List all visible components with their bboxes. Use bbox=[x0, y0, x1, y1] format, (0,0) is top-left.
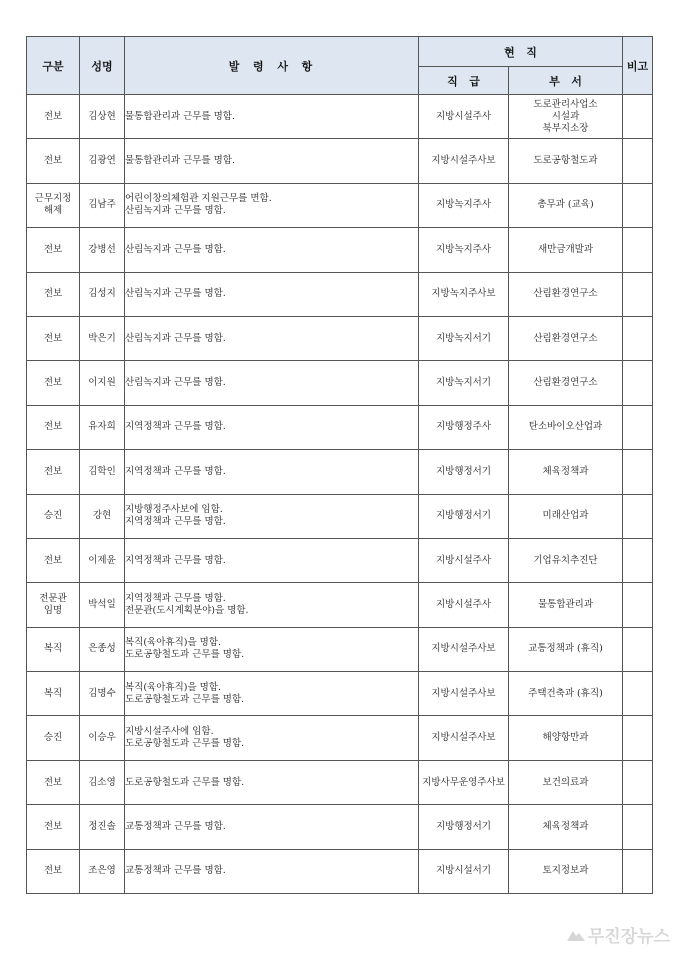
cell-category bbox=[27, 183, 80, 227]
cell-line: 교통정책과 (휴직) bbox=[528, 643, 603, 655]
table-row bbox=[27, 183, 653, 227]
cell-line: 복직 bbox=[43, 643, 63, 655]
cell-line: 전보 bbox=[43, 243, 63, 255]
table-row bbox=[27, 494, 653, 538]
cell-category bbox=[27, 672, 80, 716]
cell-category bbox=[27, 716, 80, 760]
table-row bbox=[27, 760, 653, 804]
cell-line: 체육정책과 bbox=[542, 465, 589, 477]
cell-category bbox=[27, 95, 80, 139]
cell-line: 전보 bbox=[43, 155, 63, 167]
cell-order bbox=[125, 627, 419, 671]
cell-line: 산림녹지과 근무를 명함. bbox=[125, 377, 226, 389]
table-row bbox=[27, 672, 653, 716]
cell-line: 전보 bbox=[43, 377, 63, 389]
table-row bbox=[27, 361, 653, 405]
cell-rank bbox=[419, 139, 509, 183]
cell-line: 근무지정 bbox=[34, 193, 72, 205]
cell-line: 전보 bbox=[43, 865, 63, 877]
cell-name bbox=[80, 583, 125, 627]
cell-category bbox=[27, 583, 80, 627]
cell-rank bbox=[419, 272, 509, 316]
cell-line: 조은영 bbox=[88, 865, 116, 877]
cell-line: 지역정책과 근무를 명함. bbox=[125, 592, 226, 604]
cell-note bbox=[623, 805, 653, 849]
cell-name bbox=[80, 139, 125, 183]
cell-name bbox=[80, 361, 125, 405]
cell-department bbox=[509, 494, 623, 538]
cell-line: 지방사무운영주사보 bbox=[422, 776, 505, 788]
cell-line: 김상현 bbox=[88, 110, 116, 122]
cell-line: 이승우 bbox=[88, 732, 116, 744]
watermark-text: 무진장뉴스 bbox=[587, 927, 670, 947]
cell-order bbox=[125, 316, 419, 360]
cell-line: 도로공항철도과 근무를 명함. bbox=[125, 649, 245, 661]
cell-order bbox=[125, 494, 419, 538]
cell-note bbox=[623, 183, 653, 227]
cell-department bbox=[509, 139, 623, 183]
cell-order bbox=[125, 716, 419, 760]
cell-note bbox=[623, 272, 653, 316]
cell-line: 교통정책과 근무를 명함. bbox=[125, 820, 226, 832]
mountain-logo-icon bbox=[567, 928, 585, 942]
cell-category bbox=[27, 316, 80, 360]
watermark bbox=[567, 922, 670, 947]
cell-line: 박은기 bbox=[88, 332, 116, 344]
cell-line: 도로공항철도과 근무를 명함. bbox=[125, 776, 245, 788]
cell-note bbox=[623, 139, 653, 183]
cell-note bbox=[623, 494, 653, 538]
cell-line: 지역정책과 근무를 명함. bbox=[125, 421, 226, 433]
cell-name bbox=[80, 450, 125, 494]
cell-order bbox=[125, 450, 419, 494]
cell-category bbox=[27, 538, 80, 582]
cell-note bbox=[623, 316, 653, 360]
cell-line: 전문관 bbox=[39, 592, 67, 604]
cell-line: 강현 bbox=[92, 510, 112, 522]
cell-line: 김남주 bbox=[88, 199, 116, 211]
cell-rank bbox=[419, 361, 509, 405]
cell-line: 지방시설주사 bbox=[435, 110, 492, 122]
cell-rank bbox=[419, 494, 509, 538]
cell-line: 지역정책과 근무를 명함. bbox=[125, 516, 226, 528]
cell-note bbox=[623, 228, 653, 272]
cell-name bbox=[80, 316, 125, 360]
cell-line: 지방시설주사 bbox=[435, 598, 492, 610]
cell-note bbox=[623, 361, 653, 405]
cell-line: 지방녹지주사 bbox=[435, 243, 492, 255]
cell-name bbox=[80, 672, 125, 716]
cell-department bbox=[509, 272, 623, 316]
header-rank: 직 급 bbox=[419, 67, 509, 95]
cell-line: 체육정책과 bbox=[542, 820, 589, 832]
cell-order bbox=[125, 361, 419, 405]
cell-rank bbox=[419, 716, 509, 760]
cell-rank bbox=[419, 538, 509, 582]
cell-line: 산림환경연구소 bbox=[533, 332, 598, 344]
cell-line: 도로공항철도과 근무를 명함. bbox=[125, 738, 245, 750]
cell-note bbox=[623, 405, 653, 449]
cell-line: 지방시설서기 bbox=[435, 865, 492, 877]
cell-line: 박석일 bbox=[88, 598, 116, 610]
cell-category bbox=[27, 228, 80, 272]
cell-line: 지방행정주사보에 임함. bbox=[125, 504, 223, 516]
cell-order bbox=[125, 405, 419, 449]
cell-rank bbox=[419, 228, 509, 272]
cell-department bbox=[509, 672, 623, 716]
cell-line: 새만금개발과 bbox=[537, 243, 594, 255]
cell-line: 어린이창의체험관 지원근무를 면함. bbox=[125, 193, 272, 205]
cell-line: 지방행정서기 bbox=[435, 465, 492, 477]
cell-department bbox=[509, 361, 623, 405]
cell-note bbox=[623, 95, 653, 139]
cell-name bbox=[80, 716, 125, 760]
cell-line: 김소영 bbox=[88, 776, 116, 788]
cell-line: 물통합관리과 근무를 명함. bbox=[125, 155, 236, 167]
table-row bbox=[27, 95, 653, 139]
cell-line: 김성지 bbox=[88, 288, 116, 300]
cell-line: 지방녹지서기 bbox=[435, 332, 492, 344]
cell-category bbox=[27, 272, 80, 316]
cell-department bbox=[509, 450, 623, 494]
personnel-order-table bbox=[26, 36, 653, 894]
cell-rank bbox=[419, 95, 509, 139]
cell-line: 지역정책과 근무를 명함. bbox=[125, 465, 226, 477]
cell-name bbox=[80, 627, 125, 671]
cell-line: 전보 bbox=[43, 332, 63, 344]
cell-name bbox=[80, 183, 125, 227]
cell-department bbox=[509, 760, 623, 804]
cell-line: 주택건축과 (휴직) bbox=[528, 687, 603, 699]
cell-rank bbox=[419, 183, 509, 227]
cell-line: 승진 bbox=[43, 732, 63, 744]
table-row bbox=[27, 272, 653, 316]
cell-line: 지역정책과 근무를 명함. bbox=[125, 554, 226, 566]
table-row bbox=[27, 139, 653, 183]
cell-line: 김학인 bbox=[88, 465, 116, 477]
cell-line: 김광연 bbox=[88, 155, 116, 167]
cell-line: 도로관리사업소 bbox=[533, 98, 598, 110]
cell-order bbox=[125, 849, 419, 893]
table-row bbox=[27, 716, 653, 760]
cell-category bbox=[27, 627, 80, 671]
cell-order bbox=[125, 95, 419, 139]
header-department: 부 서 bbox=[509, 67, 623, 95]
cell-name bbox=[80, 228, 125, 272]
cell-line: 유자희 bbox=[88, 421, 116, 433]
table-row bbox=[27, 627, 653, 671]
cell-line: 전보 bbox=[43, 421, 63, 433]
cell-line: 총무과 (교육) bbox=[537, 199, 594, 211]
cell-category bbox=[27, 760, 80, 804]
cell-order bbox=[125, 583, 419, 627]
cell-rank bbox=[419, 805, 509, 849]
cell-line: 물통합관리과 근무를 명함. bbox=[125, 110, 236, 122]
cell-category bbox=[27, 139, 80, 183]
cell-department bbox=[509, 228, 623, 272]
cell-line: 승진 bbox=[43, 510, 63, 522]
cell-line: 정진솔 bbox=[88, 820, 116, 832]
cell-line: 지방녹지주사보 bbox=[431, 288, 496, 300]
cell-rank bbox=[419, 405, 509, 449]
cell-department bbox=[509, 95, 623, 139]
table-row bbox=[27, 538, 653, 582]
cell-line: 보건의료과 bbox=[542, 776, 589, 788]
cell-rank bbox=[419, 849, 509, 893]
cell-line: 지방시설주사보 bbox=[431, 155, 496, 167]
cell-name bbox=[80, 405, 125, 449]
header-order: 발 령 사 항 bbox=[125, 37, 419, 95]
cell-category bbox=[27, 450, 80, 494]
header-row-1 bbox=[27, 37, 653, 67]
cell-order bbox=[125, 272, 419, 316]
cell-line: 전보 bbox=[43, 554, 63, 566]
cell-department bbox=[509, 849, 623, 893]
cell-line: 미래산업과 bbox=[542, 510, 589, 522]
header-note: 비고 bbox=[623, 37, 653, 95]
cell-line: 지방시설주사보 bbox=[431, 732, 496, 744]
cell-line: 산림환경연구소 bbox=[533, 288, 598, 300]
cell-line: 복직(육아휴직)을 명함. bbox=[125, 637, 222, 649]
cell-line: 북부지소장 bbox=[542, 122, 589, 134]
cell-line: 이지원 bbox=[88, 377, 116, 389]
table-row bbox=[27, 583, 653, 627]
cell-line: 임명 bbox=[43, 604, 63, 616]
cell-order bbox=[125, 183, 419, 227]
cell-line: 해제 bbox=[43, 205, 63, 217]
header-category: 구분 bbox=[27, 37, 80, 95]
cell-department bbox=[509, 805, 623, 849]
cell-department bbox=[509, 405, 623, 449]
cell-name bbox=[80, 272, 125, 316]
cell-note bbox=[623, 760, 653, 804]
cell-name bbox=[80, 760, 125, 804]
table-row bbox=[27, 316, 653, 360]
cell-department bbox=[509, 627, 623, 671]
cell-note bbox=[623, 538, 653, 582]
cell-line: 산림녹지과 근무를 명함. bbox=[125, 288, 226, 300]
header-name: 성명 bbox=[80, 37, 125, 95]
cell-order bbox=[125, 139, 419, 183]
cell-line: 김명수 bbox=[88, 687, 116, 699]
cell-line: 산림녹지과 근무를 명함. bbox=[125, 243, 226, 255]
cell-line: 지방시설주사보 bbox=[431, 687, 496, 699]
cell-line: 교통정책과 근무를 명함. bbox=[125, 865, 226, 877]
cell-order bbox=[125, 538, 419, 582]
table-row bbox=[27, 405, 653, 449]
cell-line: 기업유치추진단 bbox=[533, 554, 598, 566]
cell-order bbox=[125, 228, 419, 272]
cell-line: 해양항만과 bbox=[542, 732, 589, 744]
cell-note bbox=[623, 450, 653, 494]
cell-department bbox=[509, 538, 623, 582]
cell-name bbox=[80, 95, 125, 139]
cell-category bbox=[27, 805, 80, 849]
cell-note bbox=[623, 583, 653, 627]
cell-rank bbox=[419, 583, 509, 627]
cell-line: 지방행정서기 bbox=[435, 510, 492, 522]
table-row bbox=[27, 849, 653, 893]
cell-department bbox=[509, 716, 623, 760]
cell-line: 지방시설주사에 임함. bbox=[125, 726, 214, 738]
cell-line: 탄소바이오산업과 bbox=[528, 421, 603, 433]
cell-line: 지방시설주사 bbox=[435, 554, 492, 566]
cell-rank bbox=[419, 627, 509, 671]
cell-line: 전보 bbox=[43, 776, 63, 788]
cell-line: 산림녹지과 근무를 명함. bbox=[125, 205, 226, 217]
cell-line: 은종성 bbox=[88, 643, 116, 655]
cell-rank bbox=[419, 450, 509, 494]
cell-line: 지방행정주사 bbox=[435, 421, 492, 433]
cell-name bbox=[80, 805, 125, 849]
cell-line: 지방행정서기 bbox=[435, 820, 492, 832]
cell-line: 전보 bbox=[43, 465, 63, 477]
cell-order bbox=[125, 805, 419, 849]
table-row bbox=[27, 450, 653, 494]
cell-order bbox=[125, 760, 419, 804]
cell-line: 강병선 bbox=[88, 243, 116, 255]
header-current-position: 현 직 bbox=[419, 37, 623, 67]
cell-line: 산림녹지과 근무를 명함. bbox=[125, 332, 226, 344]
cell-department bbox=[509, 316, 623, 360]
cell-department bbox=[509, 183, 623, 227]
cell-line: 전보 bbox=[43, 110, 63, 122]
cell-line: 도로공항철도과 bbox=[533, 155, 598, 167]
cell-line: 복직 bbox=[43, 687, 63, 699]
cell-line: 지방시설주사보 bbox=[431, 643, 496, 655]
cell-line: 전문관(도시계획분야)을 명함. bbox=[125, 604, 249, 616]
table-row bbox=[27, 805, 653, 849]
cell-line: 전보 bbox=[43, 820, 63, 832]
cell-note bbox=[623, 716, 653, 760]
cell-note bbox=[623, 627, 653, 671]
cell-line: 시설과 bbox=[551, 110, 580, 122]
cell-line: 이제윤 bbox=[88, 554, 116, 566]
cell-note bbox=[623, 849, 653, 893]
cell-line: 복직(육아휴직)을 명함. bbox=[125, 681, 222, 693]
cell-line: 토지정보과 bbox=[542, 865, 589, 877]
cell-name bbox=[80, 849, 125, 893]
cell-line: 전보 bbox=[43, 288, 63, 300]
cell-department bbox=[509, 583, 623, 627]
cell-note bbox=[623, 672, 653, 716]
cell-name bbox=[80, 494, 125, 538]
cell-line: 물통합관리과 bbox=[537, 598, 594, 610]
cell-category bbox=[27, 405, 80, 449]
cell-line: 지방녹지서기 bbox=[435, 377, 492, 389]
cell-category bbox=[27, 849, 80, 893]
cell-line: 산림환경연구소 bbox=[533, 377, 598, 389]
cell-rank bbox=[419, 760, 509, 804]
cell-category bbox=[27, 361, 80, 405]
cell-line: 지방녹지주사 bbox=[435, 199, 492, 211]
table-row bbox=[27, 228, 653, 272]
cell-category bbox=[27, 494, 80, 538]
cell-order bbox=[125, 672, 419, 716]
cell-rank bbox=[419, 672, 509, 716]
cell-line: 도로공항철도과 근무를 명함. bbox=[125, 693, 245, 705]
cell-rank bbox=[419, 316, 509, 360]
cell-name bbox=[80, 538, 125, 582]
